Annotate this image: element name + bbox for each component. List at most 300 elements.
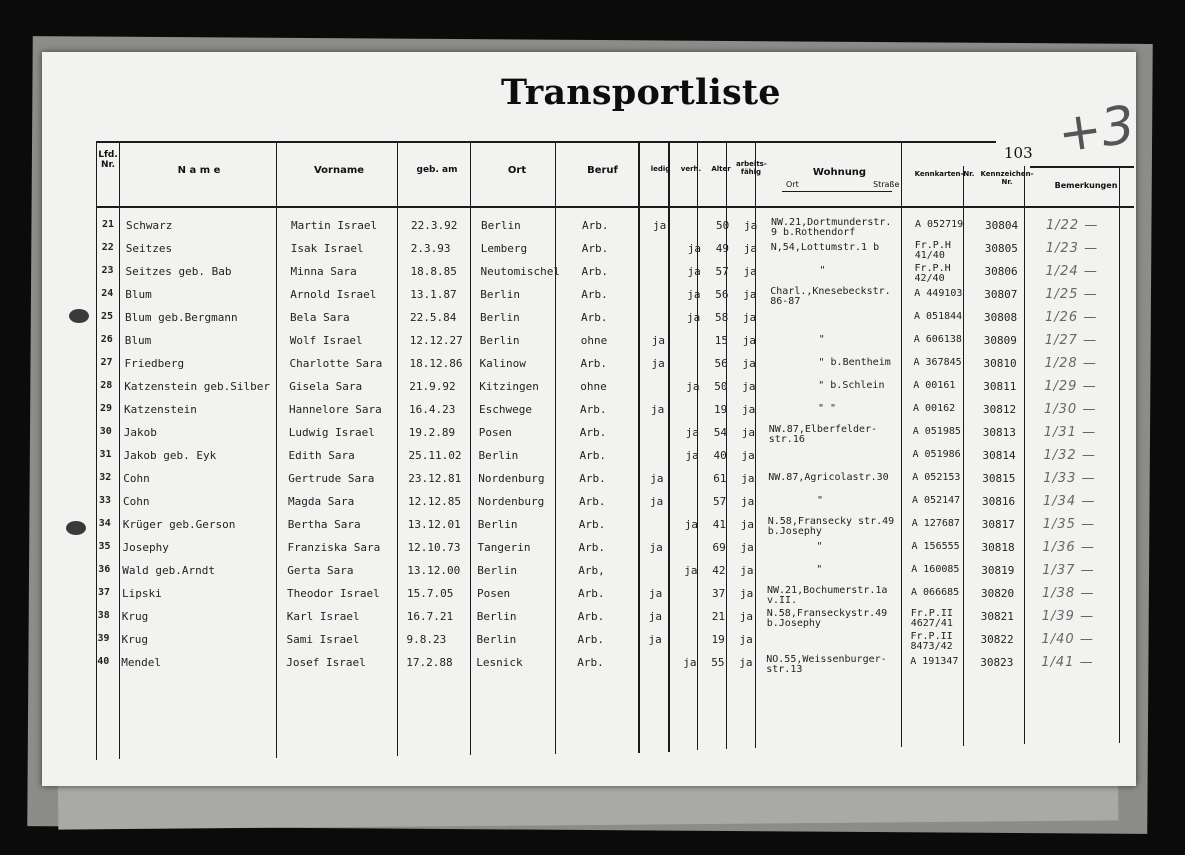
row-arbeitsfaehig: ja <box>739 610 753 623</box>
row-bemerkung: 1/41 — <box>1041 655 1094 670</box>
row-geb-am: 9.8.23 <box>406 633 447 646</box>
row-ledig: ja <box>650 472 664 485</box>
row-alter: 21 <box>711 610 725 623</box>
row-vorname: Bela Sara <box>290 311 350 324</box>
row-name: Seitzes geb. Bab <box>125 265 232 278</box>
row-beruf: Arb. <box>579 426 607 439</box>
row-wohnung: b.Josephy <box>767 526 822 537</box>
row-bemerkung: 1/27 — <box>1044 333 1098 348</box>
column-rule <box>1024 166 1025 744</box>
row-kennkarte: Fr.P.II <box>910 631 953 642</box>
row-number: 27 <box>100 357 113 368</box>
row-verh: ja <box>683 656 697 669</box>
row-ledig: ja <box>649 587 663 600</box>
row-wohnung: NO.55,Weissenburger- <box>766 654 887 665</box>
row-beruf: Arb. <box>579 449 606 462</box>
header-verh: verh. <box>680 165 702 173</box>
row-beruf: Arb. <box>580 357 607 370</box>
row-kennkarte: A 052719 <box>915 219 964 230</box>
row-kennzeichen: 30808 <box>984 311 1018 324</box>
row-ort: Berlin <box>479 334 520 347</box>
row-alter: 37 <box>712 587 726 600</box>
row-wohnung: " " <box>818 403 837 414</box>
row-kennzeichen: 30810 <box>983 357 1017 370</box>
row-vorname: Gisela Sara <box>289 380 363 393</box>
row-name: Seitzes <box>125 242 173 255</box>
row-kennzeichen: 30806 <box>984 265 1018 278</box>
row-name: Mendel <box>121 656 161 669</box>
row-number: 40 <box>97 656 110 667</box>
row-bemerkung: 1/26 — <box>1045 310 1098 325</box>
row-ort: Berlin <box>478 449 519 462</box>
row-vorname: Wolf Israel <box>289 334 363 347</box>
row-geb-am: 21.9.92 <box>409 380 456 393</box>
row-number: 36 <box>98 564 111 575</box>
row-wohnung: N.58,Fransecky str.49 <box>767 516 895 527</box>
row-kennkarte: A 051985 <box>912 426 961 437</box>
row-beruf: Arb. <box>581 265 608 278</box>
row-number: 33 <box>99 495 112 506</box>
row-name: Katzenstein <box>124 403 197 416</box>
column-rule <box>96 141 97 760</box>
row-beruf: Arb. <box>579 495 606 508</box>
row-vorname: Edith Sara <box>288 449 355 462</box>
row-kennkarte: 8473/42 <box>910 641 953 652</box>
row-verh: ja <box>687 288 701 301</box>
row-beruf: Arb. <box>579 472 606 485</box>
row-kennkarte: Fr.P.H <box>914 263 951 274</box>
row-vorname: Karl Israel <box>286 610 360 623</box>
row-verh: ja <box>684 564 698 577</box>
row-vorname: Magda Sara <box>288 495 355 508</box>
row-number: 30 <box>99 426 112 437</box>
row-name: Jakob <box>123 426 157 439</box>
row-kennkarte: 42/40 <box>914 273 945 284</box>
row-kennkarte: 4627/41 <box>910 618 953 629</box>
row-ort: Eschwege <box>479 403 532 416</box>
row-ort: Berlin <box>480 288 520 301</box>
header-alter: Alter <box>711 165 731 173</box>
row-arbeitsfaehig: ja <box>743 242 757 255</box>
row-ort: Lesnick <box>476 656 523 669</box>
row-name: Krüger geb.Gerson <box>122 518 236 531</box>
row-beruf: Arb, <box>578 564 605 577</box>
punch-hole-stain <box>66 521 86 535</box>
row-number: 32 <box>99 472 112 483</box>
row-alter: 50 <box>714 380 728 393</box>
row-kennkarte: A 449103 <box>914 288 963 299</box>
row-bemerkung: 1/33 — <box>1043 471 1096 486</box>
row-alter: 56 <box>714 357 728 370</box>
row-bemerkung: 1/30 — <box>1044 402 1097 417</box>
row-number: 39 <box>97 633 110 644</box>
row-arbeitsfaehig: ja <box>740 587 754 600</box>
row-kennkarte: Fr.P.II <box>910 608 953 619</box>
row-alter: 61 <box>713 472 727 485</box>
row-geb-am: 25.11.02 <box>408 449 462 462</box>
row-kennkarte: A 051844 <box>914 311 963 322</box>
row-kennzeichen: 30814 <box>982 449 1016 462</box>
header-name: N a m e <box>177 165 221 176</box>
row-geb-am: 18.12.86 <box>409 357 463 370</box>
row-kennzeichen: 30817 <box>981 518 1015 531</box>
row-beruf: Arb. <box>578 518 606 531</box>
row-vorname: Theodor Israel <box>287 587 380 600</box>
row-ort: Berlin <box>480 311 520 324</box>
row-bemerkung: 1/39 — <box>1041 609 1095 624</box>
row-verh: ja <box>687 242 701 255</box>
row-vorname: Martin Israel <box>291 219 378 232</box>
row-arbeitsfaehig: ja <box>744 219 758 232</box>
row-kennkarte: 41/40 <box>914 250 945 261</box>
row-alter: 55 <box>711 656 725 669</box>
row-beruf: Arb. <box>581 242 609 255</box>
row-wohnung: " b.Bentheim <box>818 357 891 368</box>
row-alter: 58 <box>715 311 729 324</box>
header-bottom-rule <box>96 206 1134 208</box>
row-alter: 56 <box>715 288 729 301</box>
table-top-rule <box>96 141 996 143</box>
row-kennkarte: A 156555 <box>911 541 960 552</box>
row-kennzeichen: 30812 <box>983 403 1017 416</box>
row-beruf: Arb. <box>577 610 605 623</box>
row-ort: Nordenburg <box>478 495 545 508</box>
row-kennzeichen: 30820 <box>981 587 1015 600</box>
row-beruf: Arb. <box>580 403 607 416</box>
row-geb-am: 22.3.92 <box>411 219 458 232</box>
row-number: 35 <box>98 541 111 552</box>
column-rule <box>638 141 639 753</box>
row-verh: ja <box>687 265 701 278</box>
row-number: 37 <box>98 587 111 598</box>
row-kennzeichen: 30804 <box>985 219 1019 232</box>
row-number: 25 <box>101 311 114 322</box>
row-beruf: Arb. <box>581 311 608 324</box>
row-number: 22 <box>101 242 114 253</box>
row-wohnung: " <box>818 334 825 345</box>
row-name: Josephy <box>122 541 169 554</box>
row-wohnung: str.13 <box>766 664 803 675</box>
row-beruf: ohne <box>580 334 608 347</box>
row-wohnung: NW.21,Dortmunderstr. <box>771 217 892 228</box>
row-geb-am: 12.10.73 <box>407 541 461 554</box>
row-kennkarte: A 052153 <box>912 472 961 483</box>
column-rule <box>119 141 120 759</box>
row-vorname: Charlotte Sara <box>289 357 383 370</box>
row-arbeitsfaehig: ja <box>740 518 754 531</box>
row-kennzeichen: 30818 <box>981 541 1015 554</box>
column-rule <box>276 141 277 758</box>
column-rule <box>397 141 398 756</box>
row-beruf: Arb. <box>577 656 604 669</box>
row-kennzeichen: 30815 <box>982 472 1016 485</box>
row-number: 28 <box>100 380 113 391</box>
row-name: Krug <box>121 633 148 646</box>
row-number: 31 <box>99 449 112 460</box>
row-ort: Kitzingen <box>479 380 539 393</box>
row-ledig: ja <box>650 495 664 508</box>
row-ort: Berlin <box>476 633 517 646</box>
row-beruf: Arb. <box>582 219 609 232</box>
header-lfd-nr: Lfd. Nr. <box>98 150 118 171</box>
row-ort: Kalinow <box>479 357 526 370</box>
row-name: Cohn <box>123 495 150 508</box>
row-wohnung: " <box>819 265 826 276</box>
row-bemerkung: 1/37 — <box>1042 563 1095 578</box>
row-name: Schwarz <box>126 219 173 232</box>
row-number: 34 <box>98 518 111 529</box>
row-ort: Posen <box>478 426 512 439</box>
row-name: Katzenstein geb.Silber <box>124 380 270 393</box>
row-bemerkung: 1/24 — <box>1045 264 1098 279</box>
header-geb-am: geb. am <box>416 165 458 175</box>
row-arbeitsfaehig: ja <box>743 265 757 278</box>
row-ort: Berlin <box>476 610 517 623</box>
row-beruf: Arb. <box>578 541 605 554</box>
row-kennkarte: A 051986 <box>912 449 961 460</box>
row-name: Krug <box>121 610 149 623</box>
header-ort: Ort <box>507 165 527 176</box>
row-wohnung: " <box>816 564 823 575</box>
row-alter: 50 <box>716 219 730 232</box>
row-beruf: Arb. <box>577 633 604 646</box>
row-kennzeichen: 30821 <box>980 610 1014 623</box>
row-wohnung: N.58,Franseckystr.49 <box>766 608 888 619</box>
row-bemerkung: 1/23 — <box>1045 241 1099 256</box>
row-arbeitsfaehig: ja <box>742 334 756 347</box>
row-wohnung: b.Josephy <box>766 618 821 629</box>
header-bemerkungen: Bemerkungen <box>1054 181 1118 190</box>
row-vorname: Ludwig Israel <box>288 426 375 439</box>
row-name: Cohn <box>123 472 150 485</box>
row-kennkarte: A 00161 <box>913 380 956 391</box>
row-ort: Posen <box>477 587 511 600</box>
row-bemerkung: 1/22 — <box>1046 218 1099 233</box>
row-kennkarte: A 127687 <box>911 518 960 529</box>
column-rule <box>697 141 698 750</box>
row-ledig: ja <box>651 334 665 347</box>
row-vorname: Franziska Sara <box>287 541 381 554</box>
row-name: Blum <box>125 288 152 301</box>
row-kennzeichen: 30811 <box>983 380 1017 393</box>
row-arbeitsfaehig: ja <box>740 564 754 577</box>
row-arbeitsfaehig: ja <box>741 495 755 508</box>
row-ledig: ja <box>648 610 662 623</box>
row-kennzeichen: 30816 <box>982 495 1016 508</box>
row-kennkarte: A 191347 <box>910 656 959 667</box>
row-arbeitsfaehig: ja <box>743 311 757 324</box>
row-bemerkung: 1/32 — <box>1043 448 1096 463</box>
row-bemerkung: 1/40 — <box>1041 632 1094 647</box>
header-wohnung: Wohnung <box>812 167 867 178</box>
row-ort: Tangerin <box>477 541 531 554</box>
row-kennkarte: A 052147 <box>912 495 961 506</box>
row-alter: 15 <box>714 334 728 347</box>
row-alter: 19 <box>714 403 728 416</box>
row-arbeitsfaehig: ja <box>742 403 756 416</box>
row-kennzeichen: 30819 <box>981 564 1015 577</box>
row-kennzeichen: 30805 <box>984 242 1018 255</box>
row-number: 29 <box>100 403 113 414</box>
header-kennzeichen: Kennzeichen-Nr. <box>980 170 1034 187</box>
row-bemerkung: 1/25 — <box>1045 287 1098 302</box>
row-arbeitsfaehig: ja <box>742 357 756 370</box>
row-ledig: ja <box>649 541 663 554</box>
row-arbeitsfaehig: ja <box>743 288 757 301</box>
row-verh: ja <box>685 449 699 462</box>
row-kennkarte: A 606138 <box>913 334 962 345</box>
column-rule <box>726 141 727 749</box>
row-kennzeichen: 30813 <box>982 426 1016 439</box>
row-arbeitsfaehig: ja <box>741 426 755 439</box>
header-kennkarten: Kennkarten-Nr. <box>914 170 975 178</box>
row-number: 38 <box>97 610 110 621</box>
row-bemerkung: 1/36 — <box>1042 540 1095 555</box>
row-geb-am: 17.2.88 <box>406 656 453 669</box>
row-ledig: ja <box>651 357 665 370</box>
row-verh: ja <box>684 518 698 531</box>
row-kennkarte: Fr.P.H <box>914 240 951 251</box>
row-bemerkung: 1/28 — <box>1044 356 1097 371</box>
row-bemerkung: 1/35 — <box>1042 517 1096 532</box>
header-arbeitsfaehig: arbeits-fähig <box>736 160 767 177</box>
row-geb-am: 12.12.85 <box>408 495 461 508</box>
row-arbeitsfaehig: ja <box>741 449 755 462</box>
row-vorname: Gertrude Sara <box>288 472 375 485</box>
row-vorname: Bertha Sara <box>287 518 361 531</box>
row-bemerkung: 1/31 — <box>1043 425 1097 440</box>
row-geb-am: 13.12.00 <box>407 564 461 577</box>
row-geb-am: 13.12.01 <box>407 518 461 531</box>
row-wohnung: " <box>816 541 823 552</box>
row-vorname: Josef Israel <box>286 656 366 669</box>
row-vorname: Hannelore Sara <box>289 403 382 416</box>
row-geb-am: 2.3.93 <box>410 242 451 255</box>
row-beruf: Arb. <box>578 587 605 600</box>
row-wohnung: NW.87,Agricolastr.30 <box>768 472 889 483</box>
row-wohnung: " <box>817 495 824 506</box>
row-wohnung: v.II. <box>767 595 798 606</box>
row-kennzeichen: 30807 <box>984 288 1018 301</box>
row-wohnung: NW.21,Bochumerstr.1a <box>767 585 888 596</box>
row-ort: Berlin <box>477 518 518 531</box>
row-arbeitsfaehig: ja <box>740 541 754 554</box>
row-name: Wald geb.Arndt <box>122 564 215 577</box>
header-wohnung-ort: Ort <box>786 180 799 189</box>
row-geb-am: 16.4.23 <box>409 403 456 416</box>
row-kennzeichen: 30823 <box>980 656 1014 669</box>
row-kennzeichen: 30822 <box>980 633 1014 646</box>
row-name: Jakob geb. Eyk <box>123 449 217 462</box>
punch-hole-stain <box>69 309 89 323</box>
row-ort: Neutomischel <box>480 265 560 278</box>
document-page <box>42 52 1139 786</box>
row-bemerkung: 1/38 — <box>1042 586 1095 601</box>
header-beruf: Beruf <box>587 165 618 176</box>
row-alter: 57 <box>713 495 727 508</box>
row-alter: 42 <box>712 564 726 577</box>
row-alter: 19 <box>711 633 725 646</box>
row-geb-am: 12.12.27 <box>409 334 463 347</box>
row-wohnung: Charl.,Knesebeckstr. <box>770 286 891 297</box>
row-number: 23 <box>101 265 114 276</box>
column-rule <box>555 141 556 754</box>
row-kennkarte: A 367845 <box>913 357 962 368</box>
row-wohnung: str.16 <box>768 434 805 445</box>
row-ort: Nordenburg <box>478 472 545 485</box>
column-rule <box>470 141 471 755</box>
row-alter: 40 <box>713 449 727 462</box>
handwritten-margin-note: +3 <box>1054 94 1139 166</box>
column-rule <box>963 166 964 746</box>
row-number: 21 <box>102 219 115 230</box>
row-wohnung: N,54,Lottumstr.1 b <box>770 242 880 253</box>
row-alter: 57 <box>715 265 729 278</box>
row-wohnung: NW.87,Elberfelder- <box>768 424 878 435</box>
document-title: Transportliste <box>501 72 781 113</box>
page-number: 103 <box>1004 144 1033 162</box>
row-number: 26 <box>100 334 113 345</box>
row-ledig: ja <box>648 633 662 646</box>
row-ledig: ja <box>653 219 667 232</box>
column-rule <box>668 141 669 752</box>
row-alter: 54 <box>713 426 727 439</box>
row-geb-am: 16.7.21 <box>406 610 454 623</box>
row-ort: Berlin <box>477 564 517 577</box>
wohnung-subheader-rule <box>782 191 892 192</box>
row-vorname: Gerta Sara <box>287 564 354 577</box>
row-ledig: ja <box>651 403 665 416</box>
row-name: Blum <box>124 334 152 347</box>
row-verh: ja <box>687 311 701 324</box>
header-vorname: Vorname <box>313 165 365 176</box>
row-vorname: Sami Israel <box>286 633 360 646</box>
row-arbeitsfaehig: ja <box>742 380 756 393</box>
row-verh: ja <box>686 380 700 393</box>
row-beruf: Arb. <box>581 288 608 301</box>
row-kennkarte: A 066685 <box>911 587 960 598</box>
row-kennkarte: A 00162 <box>913 403 956 414</box>
row-geb-am: 22.5.84 <box>410 311 457 324</box>
row-wohnung: " b.Schlein <box>818 380 885 391</box>
row-beruf: ohne <box>580 380 607 393</box>
column-rule <box>901 141 902 747</box>
row-vorname: Isak Israel <box>290 242 364 255</box>
row-ort: Lemberg <box>480 242 528 255</box>
header-ledig: ledig <box>650 165 671 173</box>
row-kennkarte: A 160085 <box>911 564 960 575</box>
row-wohnung: 9 b.Rothendorf <box>771 227 856 238</box>
row-name: Lipski <box>122 587 162 600</box>
header-wohnung-strasse: Straße <box>873 180 900 189</box>
row-arbeitsfaehig: ja <box>739 656 753 669</box>
row-geb-am: 23.12.81 <box>408 472 462 485</box>
row-arbeitsfaehig: ja <box>739 633 753 646</box>
row-verh: ja <box>685 426 699 439</box>
row-alter: 41 <box>712 518 726 531</box>
row-bemerkung: 1/34 — <box>1043 494 1096 509</box>
row-kennzeichen: 30809 <box>983 334 1017 347</box>
row-number: 24 <box>101 288 114 299</box>
row-wohnung: 86-87 <box>770 296 801 307</box>
row-vorname: Minna Sara <box>290 265 357 278</box>
row-geb-am: 15.7.05 <box>407 587 454 600</box>
row-alter: 69 <box>712 541 726 554</box>
row-bemerkung: 1/29 — <box>1044 379 1097 394</box>
row-geb-am: 18.8.85 <box>410 265 457 278</box>
row-vorname: Arnold Israel <box>290 288 377 301</box>
row-alter: 49 <box>715 242 729 255</box>
